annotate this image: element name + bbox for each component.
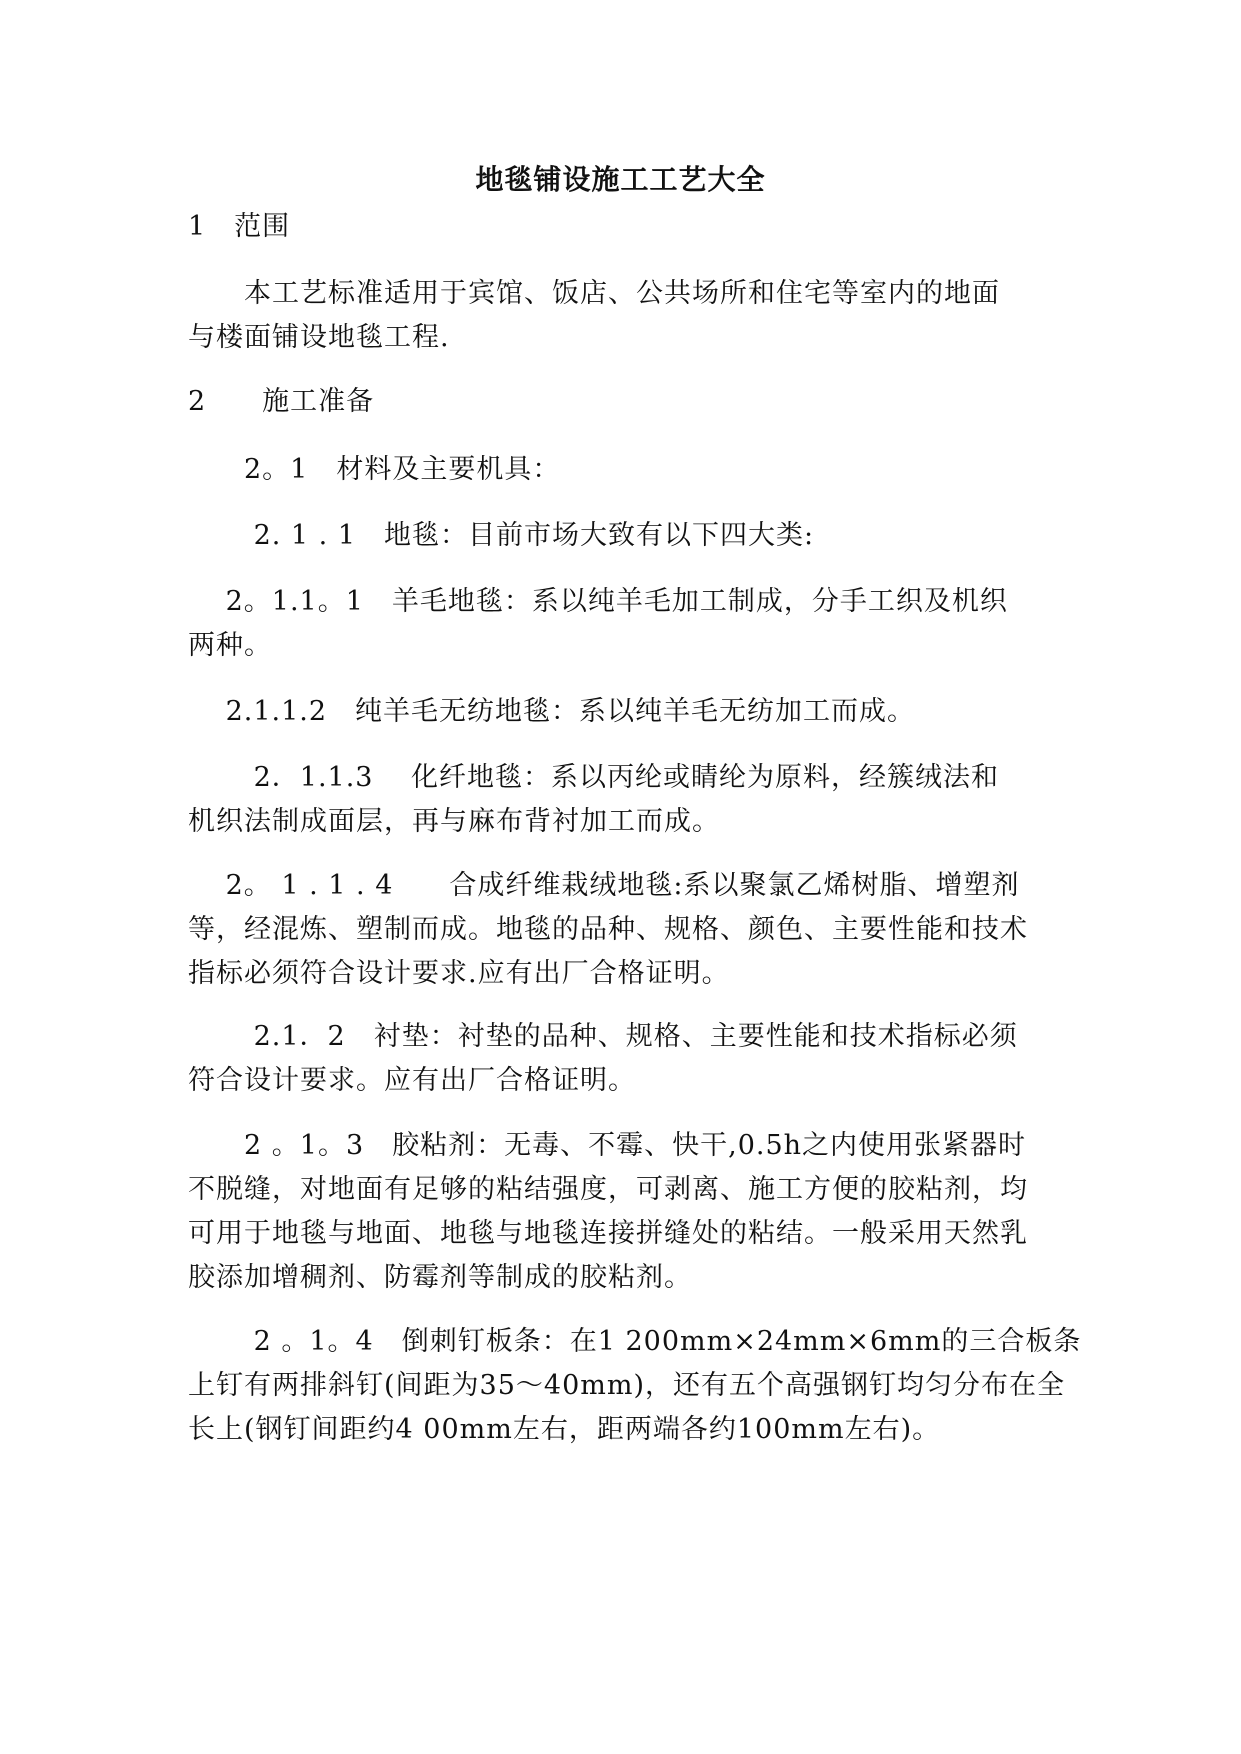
text-line: 两种。 xyxy=(188,630,272,661)
item-2-1-3 xyxy=(188,1124,1068,1300)
item-2-1-2 xyxy=(188,1015,1068,1103)
section-2-1-1-heading: 2. 1 . 1 地毯：目前市场大致有以下四大类: xyxy=(188,520,815,551)
text-line: 2 。1。4 倒刺钉板条：在1 200mm×24mm×6mm的三合板条 xyxy=(188,1326,1082,1357)
text-line: 本工艺标准适用于宾馆、饭店、公共场所和住宅等室内的地面 xyxy=(188,278,1000,309)
item-2-1-1-4 xyxy=(188,864,1068,996)
item-2-1-1-1 xyxy=(188,580,1068,668)
item-2-1-1-2: 2.1.1.2 纯羊毛无纺地毯：系以纯羊毛无纺加工而成。 xyxy=(188,696,916,727)
section-2-heading: 2 施工准备 xyxy=(188,386,375,417)
section-2-1-heading: 2。1 材料及主要机具： xyxy=(188,454,561,485)
document-title: 地毯铺设施工工艺大全 xyxy=(475,163,766,196)
text-line: 2.1．2 衬垫：衬垫的品种、规格、主要性能和技术指标必须 xyxy=(188,1021,1018,1052)
text-line: 胶添加增稠剂、防霉剂等制成的胶粘剂。 xyxy=(188,1262,692,1293)
text-line: 指标必须符合设计要求.应有出厂合格证明。 xyxy=(188,958,730,989)
text-line: 2。1.1。1 羊毛地毯：系以纯羊毛加工制成，分手工织及机织 xyxy=(188,586,1008,617)
text-line: 与楼面铺设地毯工程. xyxy=(188,322,450,353)
section-1-paragraph xyxy=(188,272,1068,360)
text-line: 可用于地毯与地面、地毯与地毯连接拼缝处的粘结。一般采用天然乳 xyxy=(188,1218,1028,1249)
text-line: 上钉有两排斜钉(间距为35～40mm)，还有五个高强钢钉均匀分布在全 xyxy=(188,1370,1065,1401)
item-2-1-1-3 xyxy=(188,756,1068,844)
text-line: 符合设计要求。应有出厂合格证明。 xyxy=(188,1065,636,1096)
text-line: 2。 1 . 1 . 4 合成纤维栽绒地毯:系以聚氯乙烯树脂、增塑剂 xyxy=(188,870,1020,901)
text-line: 不脱缝，对地面有足够的粘结强度，可剥离、施工方便的胶粘剂，均 xyxy=(188,1174,1028,1205)
text-line: 等，经混炼、塑制而成。地毯的品种、规格、颜色、主要性能和技术 xyxy=(188,914,1028,945)
text-line: 机织法制成面层，再与麻布背衬加工而成。 xyxy=(188,806,720,837)
text-line: 2 。1。3 胶粘剂：无毒、不霉、快干,0.5h之内使用张紧器时 xyxy=(188,1130,1027,1161)
section-1-heading: 1 范围 xyxy=(188,211,291,242)
text-line: 长上(钢钉间距约4 00mm左右，距两端各约100mm左右)。 xyxy=(188,1414,941,1445)
item-2-1-4 xyxy=(188,1320,1082,1452)
text-line: 2．1.1.3 化纤地毯：系以丙纶或睛纶为原料，经簇绒法和 xyxy=(188,762,1000,793)
